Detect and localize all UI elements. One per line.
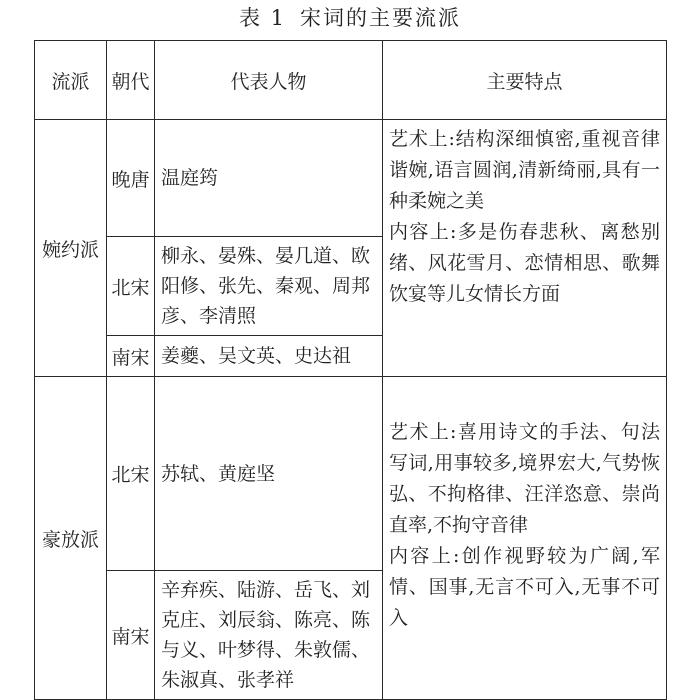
people-cell: 苏轼、黄庭坚 [155,377,383,571]
header-dynasty: 朝代 [107,41,155,120]
feature-content-wanyue: 内容上:多是伤春悲秋、离愁别绪、风花雪月、恋情相思、歌舞饮宴等儿女情长方面 [389,221,660,305]
feature-art-haofang: 艺术上:喜用诗文的手法、句法写词,用事较多,境界宏大,气势恢弘、不拘格律、汪洋恣意、崇尚直率,不拘守音律 [389,421,660,536]
dynasty-cell: 北宋 [107,237,155,336]
dynasty-cell: 北宋 [107,377,155,571]
table-title-text: 宋词的主要流派 [300,6,462,30]
school-name-haofang: 豪放派 [35,377,107,700]
people-cell: 辛弃疾、陆游、岳飞、刘克庄、刘辰翁、陈亮、陈与义、叶梦得、朱敦儒、朱淑真、张孝祥 [155,571,383,700]
dynasty-cell: 晚唐 [107,120,155,237]
dynasty-cell: 南宋 [107,336,155,377]
school-name-wanyue: 婉约派 [35,120,107,377]
table-number: 表 1 [238,6,287,30]
features-cell-wanyue [383,120,667,377]
table-row [35,377,667,571]
schools-table [34,40,667,700]
table-title [0,4,700,32]
people-cell: 柳永、晏殊、晏几道、欧阳修、张先、秦观、周邦彦、李清照 [155,237,383,336]
people-cell: 温庭筠 [155,120,383,237]
dynasty-cell: 南宋 [107,571,155,700]
features-cell-haofang [383,377,667,700]
header-row [35,41,667,120]
header-features: 主要特点 [383,41,667,120]
feature-content-haofang: 内容上:创作视野较为广阔,军情、国事,无言不可入,无事不可入 [389,545,660,629]
table-row [35,120,667,237]
header-school: 流派 [35,41,107,120]
feature-art-wanyue: 艺术上:结构深细慎密,重视音律谐婉,语言圆润,清新绮丽,具有一种柔婉之美 [389,128,660,212]
people-cell: 姜夔、吴文英、史达祖 [155,336,383,377]
header-people: 代表人物 [155,41,383,120]
